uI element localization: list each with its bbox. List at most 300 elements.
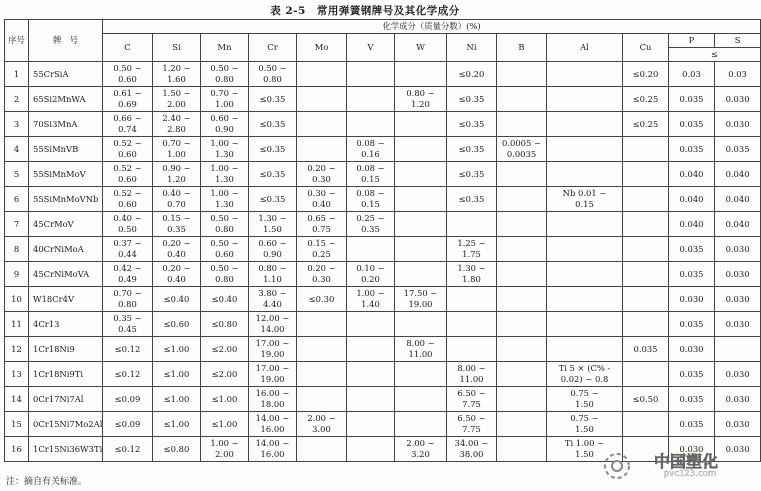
value-line: ≤0.35 <box>458 93 485 104</box>
value-cell-b <box>497 437 547 462</box>
value-cell-si <box>153 137 201 162</box>
value-line: 1.75 <box>462 249 481 259</box>
value-cell-mo <box>297 212 347 237</box>
value-cell-si <box>153 87 201 112</box>
value-line: 1.30 ~ <box>457 263 486 273</box>
value-line: 0.50 ~ <box>113 63 142 73</box>
value-line: 0.40 <box>167 274 186 284</box>
value-line: 0.035 <box>679 143 704 154</box>
value-line: 0.035 <box>679 93 704 104</box>
value-cell-mn <box>201 62 249 87</box>
value-line: 0.90 <box>263 249 282 259</box>
value-cell-w <box>395 112 447 137</box>
value-cell-b <box>497 62 547 87</box>
row-number: 14 <box>5 387 29 412</box>
value-line: ≤1.00 <box>163 393 190 404</box>
value-line: 0.030 <box>679 443 704 454</box>
value-line: 4.40 <box>263 299 282 309</box>
value-cell-cr <box>249 187 297 212</box>
row-number: 5 <box>5 162 29 187</box>
value-line: 0.035 <box>679 118 704 129</box>
value-line: 6.50 ~ <box>457 413 486 423</box>
value-cell-cu <box>623 412 669 437</box>
grade-cell: 0Cr15Ni7Mo2Al <box>29 412 103 437</box>
value-cell-cr <box>249 62 297 87</box>
value-cell-c <box>103 237 153 262</box>
value-line: 2.00 ~ <box>406 438 435 448</box>
value-cell-cu <box>623 237 669 262</box>
value-line: 0.60 <box>118 199 137 209</box>
value-line: ≤0.35 <box>458 118 485 129</box>
value-cell-p <box>669 212 715 237</box>
value-cell-cr <box>249 112 297 137</box>
value-line: 7.75 <box>462 399 481 409</box>
value-line: 0.80 <box>215 274 234 284</box>
value-line: 0.40 ~ <box>162 188 191 198</box>
value-line: 1.50 <box>575 424 594 434</box>
value-cell-mn <box>201 212 249 237</box>
value-line: 1.50 ~ <box>162 88 191 98</box>
grade-cell: 1Cr15Ni36W3Ti <box>29 437 103 462</box>
value-cell-b <box>497 337 547 362</box>
value-line: 17.00 ~ <box>255 338 290 348</box>
value-line: ≤0.35 <box>458 193 485 204</box>
value-cell-si <box>153 262 201 287</box>
value-line: ≤0.35 <box>259 93 286 104</box>
value-line: 1.20 <box>167 174 186 184</box>
value-cell-p <box>669 337 715 362</box>
footnote: 注：摘自有关标准。 <box>6 477 88 487</box>
value-line: 0.035 <box>633 343 658 354</box>
value-cell-b <box>497 87 547 112</box>
value-cell-mo <box>297 137 347 162</box>
table-row <box>5 137 761 162</box>
value-cell-mn <box>201 437 249 462</box>
value-cell-b <box>497 262 547 287</box>
value-cell-mn <box>201 112 249 137</box>
value-line: 0.030 <box>725 393 750 404</box>
value-line: 1.80 <box>462 274 481 284</box>
row-number: 8 <box>5 237 29 262</box>
row-number: 13 <box>5 362 29 387</box>
value-line: 16.00 ~ <box>255 388 290 398</box>
watermark-line1: 中国塑化 <box>653 452 718 471</box>
value-cell-p <box>669 287 715 312</box>
value-cell-mo <box>297 337 347 362</box>
value-line: 0.44 <box>118 249 137 259</box>
table-row <box>5 262 761 287</box>
grade-cell: 0Cr17Ni7Al <box>29 387 103 412</box>
value-cell-ni <box>447 287 497 312</box>
value-line: ≤0.35 <box>458 143 485 154</box>
value-cell-w <box>395 337 447 362</box>
value-line: 1.00 <box>167 149 186 159</box>
value-line: ≤2.00 <box>211 343 238 354</box>
value-cell-mn <box>201 412 249 437</box>
table-row <box>5 312 761 337</box>
value-line: 0.70 <box>167 199 186 209</box>
value-line: 0.35 <box>167 224 186 234</box>
value-line: ≤0.35 <box>259 193 286 204</box>
value-line: ≤0.50 <box>632 393 659 404</box>
value-line: ≤0.35 <box>458 168 485 179</box>
value-cell-s <box>715 162 761 187</box>
value-cell-si <box>153 412 201 437</box>
value-line: 2.00 <box>215 449 234 459</box>
value-line: 17.50 ~ <box>403 288 438 298</box>
value-cell-v <box>347 137 395 162</box>
value-cell-ni <box>447 262 497 287</box>
table-title: 表 2-5 常用弹簧钢牌号及其化学成分 <box>270 5 460 17</box>
header-element-mn: Mn <box>201 34 249 62</box>
value-cell-cu <box>623 62 669 87</box>
value-cell-al <box>547 137 623 162</box>
value-cell-mn <box>201 362 249 387</box>
value-line: 2.40 ~ <box>162 113 191 123</box>
value-cell-mo <box>297 87 347 112</box>
value-cell-si <box>153 437 201 462</box>
value-cell-w <box>395 212 447 237</box>
value-line: 14.00 ~ <box>255 413 290 423</box>
value-cell-w <box>395 262 447 287</box>
value-line: 0.75 ~ <box>570 388 599 398</box>
value-line: 0.50 ~ <box>210 63 239 73</box>
value-line: ≤0.80 <box>211 318 238 329</box>
value-cell-b <box>497 162 547 187</box>
header-element-p: P <box>669 34 715 48</box>
value-line: 0.035 <box>679 268 704 279</box>
value-line: 0.60 <box>118 174 137 184</box>
value-cell-mo <box>297 437 347 462</box>
value-line: 0.08 ~ <box>356 138 385 148</box>
value-line: 1.00 ~ <box>210 138 239 148</box>
value-cell-cr <box>249 262 297 287</box>
value-cell-cr <box>249 162 297 187</box>
value-cell-w <box>395 62 447 87</box>
value-line: ≤0.35 <box>259 143 286 154</box>
table-row <box>5 362 761 387</box>
value-cell-ni <box>447 137 497 162</box>
value-cell-mo <box>297 237 347 262</box>
value-line: 19.00 <box>260 374 285 384</box>
value-cell-v <box>347 262 395 287</box>
row-number: 1 <box>5 62 29 87</box>
value-line: 7.75 <box>462 424 481 434</box>
value-line: 0.0035 <box>506 149 537 159</box>
value-cell-s <box>715 237 761 262</box>
value-line: 0.35 ~ <box>113 313 142 323</box>
value-cell-si <box>153 187 201 212</box>
value-line: 0.60 ~ <box>210 113 239 123</box>
value-line: 0.030 <box>679 293 704 304</box>
value-cell-w <box>395 187 447 212</box>
value-cell-p <box>669 112 715 137</box>
value-line: ≤0.09 <box>114 418 141 429</box>
value-cell-v <box>347 287 395 312</box>
table-row <box>5 337 761 362</box>
value-cell-mo <box>297 362 347 387</box>
value-line: 0.52 ~ <box>113 138 142 148</box>
value-line: 0.80 <box>263 74 282 84</box>
value-cell-al <box>547 237 623 262</box>
header-ps-note: ≤ <box>669 48 761 62</box>
grade-cell: 1Cr18Ni9 <box>29 337 103 362</box>
value-cell-s <box>715 212 761 237</box>
header-element-c: C <box>103 34 153 62</box>
value-cell-s <box>715 262 761 287</box>
grade-cell: 55CrSiA <box>29 62 103 87</box>
value-cell-c <box>103 412 153 437</box>
value-cell-c <box>103 162 153 187</box>
value-line: 0.50 ~ <box>258 63 287 73</box>
value-cell-c <box>103 337 153 362</box>
value-line: ≤0.40 <box>211 293 238 304</box>
value-line: 0.20 ~ <box>307 263 336 273</box>
value-line: 0.030 <box>725 243 750 254</box>
value-cell-mn <box>201 137 249 162</box>
value-line: 16.00 <box>260 449 285 459</box>
value-cell-c <box>103 62 153 87</box>
value-line: 0.80 <box>215 224 234 234</box>
value-line: 1.30 <box>215 199 234 209</box>
value-line: 1.00 <box>215 99 234 109</box>
value-cell-s <box>715 412 761 437</box>
row-number: 6 <box>5 187 29 212</box>
value-cell-ni <box>447 362 497 387</box>
value-line: 0.42 ~ <box>113 263 142 273</box>
value-cell-cu <box>623 362 669 387</box>
value-line: 1.30 <box>215 174 234 184</box>
value-cell-cu <box>623 162 669 187</box>
value-cell-cu <box>623 187 669 212</box>
value-line: 2.80 <box>167 124 186 134</box>
value-cell-ni <box>447 87 497 112</box>
value-line: 1.00 ~ <box>210 438 239 448</box>
value-line: 0.08 ~ <box>356 163 385 173</box>
value-line: ≤0.35 <box>259 168 286 179</box>
value-cell-c <box>103 262 153 287</box>
value-line: 0.40 <box>167 249 186 259</box>
table-row <box>5 87 761 112</box>
value-cell-c <box>103 437 153 462</box>
grade-cell: 55SiMnVB <box>29 137 103 162</box>
value-cell-p <box>669 262 715 287</box>
value-line: 0.60 <box>215 249 234 259</box>
value-cell-cu <box>623 387 669 412</box>
value-line: 0.25 ~ <box>356 213 385 223</box>
value-cell-si <box>153 162 201 187</box>
value-cell-c <box>103 212 153 237</box>
header-element-b: B <box>497 34 547 62</box>
value-line: 0.15 ~ <box>162 213 191 223</box>
row-number: 11 <box>5 312 29 337</box>
value-cell-cu <box>623 287 669 312</box>
value-line: 19.00 <box>408 299 433 309</box>
value-cell-mn <box>201 237 249 262</box>
grade-cell: 55SiMnMoV <box>29 162 103 187</box>
value-cell-s <box>715 387 761 412</box>
value-line: 0.030 <box>725 268 750 279</box>
value-cell-si <box>153 62 201 87</box>
header-element-ni: Ni <box>447 34 497 62</box>
value-cell-v <box>347 87 395 112</box>
value-cell-cu <box>623 312 669 337</box>
value-line: ≤0.80 <box>163 443 190 454</box>
value-cell-al <box>547 412 623 437</box>
value-line: 38.00 <box>459 449 484 459</box>
value-line: 0.10 ~ <box>356 263 385 273</box>
value-cell-p <box>669 87 715 112</box>
value-cell-b <box>497 362 547 387</box>
value-line: 16.00 <box>260 424 285 434</box>
value-line: 1.00 ~ <box>210 188 239 198</box>
value-line: 0.75 ~ <box>570 413 599 423</box>
value-line: 1.30 ~ <box>258 213 287 223</box>
value-line: 0.45 <box>118 324 137 334</box>
value-line: 0.030 <box>725 93 750 104</box>
value-cell-mn <box>201 287 249 312</box>
value-cell-al <box>547 287 623 312</box>
value-cell-mn <box>201 337 249 362</box>
value-cell-w <box>395 437 447 462</box>
value-cell-cu <box>623 137 669 162</box>
value-line: 0.60 ~ <box>258 238 287 248</box>
value-line: 0.030 <box>725 118 750 129</box>
value-cell-c <box>103 387 153 412</box>
value-cell-al <box>547 387 623 412</box>
value-cell-ni <box>447 437 497 462</box>
value-line: 0.70 ~ <box>162 138 191 148</box>
value-line: 0.035 <box>679 393 704 404</box>
value-cell-v <box>347 62 395 87</box>
value-line: 0.60 <box>118 149 137 159</box>
value-cell-si <box>153 237 201 262</box>
row-number: 4 <box>5 137 29 162</box>
value-line: 0.60 <box>118 74 137 84</box>
value-cell-cr <box>249 137 297 162</box>
value-cell-al <box>547 337 623 362</box>
value-cell-b <box>497 412 547 437</box>
value-line: 2.00 <box>167 99 186 109</box>
value-cell-c <box>103 112 153 137</box>
spring-steel-table <box>4 19 761 462</box>
header-element-al: Al <box>547 34 623 62</box>
value-cell-ni <box>447 312 497 337</box>
value-cell-mo <box>297 312 347 337</box>
value-cell-b <box>497 212 547 237</box>
value-line: ≤0.09 <box>114 393 141 404</box>
value-line: 0.035 <box>679 318 704 329</box>
value-cell-ni <box>447 387 497 412</box>
value-line: 0.65 ~ <box>307 213 336 223</box>
value-line: ≤1.00 <box>163 368 190 379</box>
value-line: 0.50 ~ <box>210 213 239 223</box>
value-line: 12.00 ~ <box>255 313 290 323</box>
value-cell-cu <box>623 262 669 287</box>
grade-cell: 65Si2MnWA <box>29 87 103 112</box>
value-line: 34.00 ~ <box>454 438 489 448</box>
value-line: 1.10 <box>263 274 282 284</box>
value-line: 0.37 ~ <box>113 238 142 248</box>
value-line: 0.040 <box>725 168 750 179</box>
value-line: 3.80 ~ <box>258 288 287 298</box>
value-line: 0.03 <box>682 68 701 79</box>
value-cell-mo <box>297 187 347 212</box>
table-row <box>5 287 761 312</box>
value-line: 3.00 <box>312 424 331 434</box>
value-line: ≤1.00 <box>211 393 238 404</box>
value-cell-ni <box>447 212 497 237</box>
value-cell-p <box>669 137 715 162</box>
value-cell-c <box>103 287 153 312</box>
value-cell-cu <box>623 112 669 137</box>
grade-cell: 4Cr13 <box>29 312 103 337</box>
header-element-mo: Mo <box>297 34 347 62</box>
value-line: 0.040 <box>679 168 704 179</box>
value-cell-al <box>547 162 623 187</box>
value-cell-s <box>715 87 761 112</box>
value-cell-cr <box>249 412 297 437</box>
value-line: 1.50 <box>575 399 594 409</box>
value-line: 3.20 <box>411 449 430 459</box>
value-line: 0.16 <box>361 149 380 159</box>
value-cell-p <box>669 312 715 337</box>
value-line: 0.035 <box>679 368 704 379</box>
value-cell-ni <box>447 337 497 362</box>
row-number: 7 <box>5 212 29 237</box>
value-cell-al <box>547 87 623 112</box>
value-cell-si <box>153 387 201 412</box>
value-cell-b <box>497 387 547 412</box>
value-cell-c <box>103 87 153 112</box>
value-cell-al <box>547 212 623 237</box>
value-line: 0.80 <box>118 299 137 309</box>
value-line: 0.035 <box>679 418 704 429</box>
value-cell-s <box>715 112 761 137</box>
value-cell-al <box>547 362 623 387</box>
value-line: 8.00 ~ <box>457 363 486 373</box>
value-cell-cu <box>623 337 669 362</box>
value-line: 0.20 ~ <box>162 263 191 273</box>
value-line: 2.00 ~ <box>307 413 336 423</box>
value-cell-cr <box>249 87 297 112</box>
value-cell-cr <box>249 312 297 337</box>
value-cell-v <box>347 437 395 462</box>
value-line: 0.040 <box>679 218 704 229</box>
value-cell-s <box>715 137 761 162</box>
value-line: 0.30 <box>312 274 331 284</box>
value-line: 1.60 <box>167 74 186 84</box>
value-line: 0.15 ~ <box>307 238 336 248</box>
value-line: 0.030 <box>725 418 750 429</box>
value-line: ≤2.00 <box>211 368 238 379</box>
value-cell-cr <box>249 437 297 462</box>
value-cell-w <box>395 312 447 337</box>
value-line: 0.75 <box>312 224 331 234</box>
value-line: ≤0.25 <box>632 93 659 104</box>
value-line: 11.00 <box>459 374 484 384</box>
value-line: 0.52 ~ <box>113 188 142 198</box>
value-cell-mo <box>297 112 347 137</box>
value-cell-ni <box>447 112 497 137</box>
value-cell-al <box>547 312 623 337</box>
value-line: 0.80 ~ <box>406 88 435 98</box>
value-cell-b <box>497 312 547 337</box>
value-line: 1.25 ~ <box>457 238 486 248</box>
value-line: ≤1.00 <box>163 418 190 429</box>
value-cell-cr <box>249 362 297 387</box>
value-line: 0.20 ~ <box>307 163 336 173</box>
